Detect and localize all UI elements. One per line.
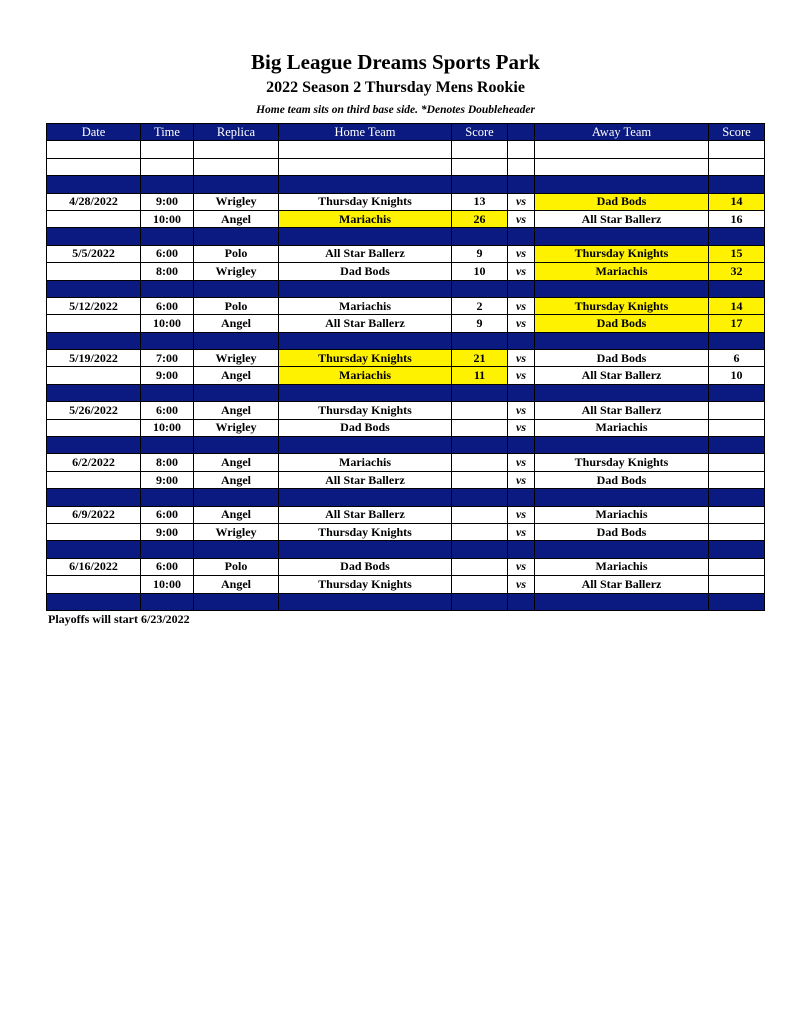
cell-replica: Polo — [194, 245, 279, 262]
cell-replica: Wrigley — [194, 193, 279, 210]
cell-date: 5/26/2022 — [47, 402, 141, 419]
cell-away-team: All Star Ballerz — [535, 402, 709, 419]
header-date: Date — [47, 124, 141, 141]
cell-date: 6/16/2022 — [47, 558, 141, 575]
cell-replica: Angel — [194, 367, 279, 384]
cell-time: 10:00 — [141, 419, 194, 436]
page-subtitle: 2022 Season 2 Thursday Mens Rookie — [266, 79, 525, 96]
separator-row — [47, 541, 765, 558]
cell-vs — [508, 228, 535, 245]
table-row — [47, 210, 765, 227]
cell-vs: vs — [508, 245, 535, 262]
cell-away-team — [535, 332, 709, 349]
cell-away-team — [535, 141, 709, 158]
page-note: Home team sits on third base side. *Denotes Doubleheader — [256, 104, 535, 116]
cell-time — [141, 228, 194, 245]
schedule-body — [47, 141, 765, 611]
table-row — [47, 367, 765, 384]
schedule-table — [46, 123, 765, 611]
cell-date — [47, 228, 141, 245]
cell-away-score — [709, 506, 765, 523]
cell-away-score: 14 — [709, 193, 765, 210]
cell-vs: vs — [508, 350, 535, 367]
cell-home-score — [452, 384, 508, 401]
cell-away-score — [709, 437, 765, 454]
cell-away-score — [709, 576, 765, 593]
separator-row — [47, 176, 765, 193]
cell-time: 9:00 — [141, 367, 194, 384]
cell-date — [47, 576, 141, 593]
cell-home-team: Thursday Knights — [279, 350, 452, 367]
cell-date — [47, 471, 141, 488]
cell-time: 9:00 — [141, 523, 194, 540]
cell-home-team: All Star Ballerz — [279, 471, 452, 488]
cell-replica — [194, 593, 279, 610]
footer-note: Playoffs will start 6/23/2022 — [48, 612, 190, 626]
cell-replica: Wrigley — [194, 523, 279, 540]
cell-vs: vs — [508, 576, 535, 593]
cell-date: 5/19/2022 — [47, 350, 141, 367]
cell-away-score — [709, 541, 765, 558]
cell-home-score — [452, 454, 508, 471]
cell-home-score: 9 — [452, 245, 508, 262]
cell-away-score — [709, 454, 765, 471]
cell-vs: vs — [508, 367, 535, 384]
cell-vs: vs — [508, 210, 535, 227]
table-row — [47, 402, 765, 419]
cell-replica: Wrigley — [194, 419, 279, 436]
cell-replica — [194, 384, 279, 401]
cell-replica — [194, 541, 279, 558]
cell-home-team — [279, 158, 452, 175]
cell-home-score — [452, 437, 508, 454]
cell-home-score — [452, 523, 508, 540]
cell-replica: Angel — [194, 315, 279, 332]
cell-home-score — [452, 280, 508, 297]
cell-away-score — [709, 158, 765, 175]
cell-time — [141, 437, 194, 454]
cell-home-team — [279, 437, 452, 454]
cell-away-team — [535, 280, 709, 297]
header-away-team: Away Team — [535, 124, 709, 141]
cell-time — [141, 280, 194, 297]
header-home-team: Home Team — [279, 124, 452, 141]
cell-away-team: Thursday Knights — [535, 245, 709, 262]
table-row — [47, 471, 765, 488]
cell-vs — [508, 384, 535, 401]
cell-date — [47, 210, 141, 227]
cell-away-score: 32 — [709, 263, 765, 280]
cell-home-team — [279, 489, 452, 506]
cell-home-team — [279, 593, 452, 610]
cell-home-team: Thursday Knights — [279, 402, 452, 419]
cell-time: 8:00 — [141, 263, 194, 280]
cell-time: 8:00 — [141, 454, 194, 471]
blank-row — [47, 141, 765, 158]
cell-home-score: 21 — [452, 350, 508, 367]
separator-row — [47, 280, 765, 297]
cell-away-score: 17 — [709, 315, 765, 332]
cell-home-score — [452, 558, 508, 575]
separator-row — [47, 228, 765, 245]
cell-vs: vs — [508, 297, 535, 314]
cell-replica: Polo — [194, 558, 279, 575]
cell-vs — [508, 176, 535, 193]
cell-time: 6:00 — [141, 558, 194, 575]
cell-vs: vs — [508, 454, 535, 471]
cell-away-score — [709, 489, 765, 506]
table-row — [47, 558, 765, 575]
cell-time: 6:00 — [141, 297, 194, 314]
table-row — [47, 245, 765, 262]
cell-replica: Wrigley — [194, 263, 279, 280]
cell-date: 6/2/2022 — [47, 454, 141, 471]
cell-away-score — [709, 141, 765, 158]
cell-vs: vs — [508, 315, 535, 332]
cell-replica: Angel — [194, 576, 279, 593]
cell-home-score: 13 — [452, 193, 508, 210]
table-row — [47, 454, 765, 471]
table-row — [47, 506, 765, 523]
cell-replica: Angel — [194, 210, 279, 227]
cell-home-team — [279, 280, 452, 297]
table-row — [47, 193, 765, 210]
cell-time — [141, 332, 194, 349]
cell-date — [47, 367, 141, 384]
cell-home-team — [279, 228, 452, 245]
cell-replica — [194, 141, 279, 158]
cell-home-score: 9 — [452, 315, 508, 332]
cell-date — [47, 332, 141, 349]
cell-away-team — [535, 489, 709, 506]
cell-away-score — [709, 228, 765, 245]
cell-replica: Polo — [194, 297, 279, 314]
cell-away-team: Mariachis — [535, 506, 709, 523]
cell-date — [47, 384, 141, 401]
cell-date: 5/12/2022 — [47, 297, 141, 314]
cell-home-score: 10 — [452, 263, 508, 280]
cell-home-score — [452, 593, 508, 610]
cell-home-team: Mariachis — [279, 367, 452, 384]
separator-row — [47, 332, 765, 349]
cell-away-team: All Star Ballerz — [535, 210, 709, 227]
cell-away-team — [535, 384, 709, 401]
cell-home-score — [452, 402, 508, 419]
cell-date — [47, 280, 141, 297]
header-row — [47, 124, 765, 141]
cell-replica — [194, 489, 279, 506]
cell-date — [47, 141, 141, 158]
cell-replica: Angel — [194, 402, 279, 419]
cell-time: 6:00 — [141, 506, 194, 523]
cell-vs: vs — [508, 506, 535, 523]
cell-vs — [508, 280, 535, 297]
cell-home-score: 26 — [452, 210, 508, 227]
cell-away-score — [709, 523, 765, 540]
cell-away-score — [709, 419, 765, 436]
cell-away-score — [709, 558, 765, 575]
cell-time: 10:00 — [141, 576, 194, 593]
cell-time: 10:00 — [141, 210, 194, 227]
cell-time: 9:00 — [141, 471, 194, 488]
cell-home-score — [452, 158, 508, 175]
cell-home-team — [279, 384, 452, 401]
cell-vs — [508, 141, 535, 158]
cell-time: 7:00 — [141, 350, 194, 367]
table-row — [47, 263, 765, 280]
cell-away-score: 10 — [709, 367, 765, 384]
cell-time: 6:00 — [141, 245, 194, 262]
cell-time — [141, 176, 194, 193]
cell-date — [47, 523, 141, 540]
cell-away-team — [535, 541, 709, 558]
cell-away-team — [535, 437, 709, 454]
cell-date — [47, 437, 141, 454]
cell-home-score — [452, 506, 508, 523]
cell-replica — [194, 228, 279, 245]
cell-home-team: Thursday Knights — [279, 193, 452, 210]
cell-home-team: Thursday Knights — [279, 576, 452, 593]
cell-home-team: Mariachis — [279, 454, 452, 471]
cell-date — [47, 489, 141, 506]
cell-home-score — [452, 141, 508, 158]
cell-date: 5/5/2022 — [47, 245, 141, 262]
table-row — [47, 523, 765, 540]
separator-row — [47, 384, 765, 401]
cell-home-team: Dad Bods — [279, 419, 452, 436]
cell-replica: Angel — [194, 454, 279, 471]
cell-away-team: Thursday Knights — [535, 297, 709, 314]
cell-away-team: Mariachis — [535, 263, 709, 280]
cell-date: 6/9/2022 — [47, 506, 141, 523]
cell-vs: vs — [508, 193, 535, 210]
cell-home-team: Dad Bods — [279, 263, 452, 280]
cell-home-score — [452, 471, 508, 488]
cell-away-score — [709, 176, 765, 193]
cell-home-team: Mariachis — [279, 297, 452, 314]
cell-away-team — [535, 593, 709, 610]
cell-replica — [194, 437, 279, 454]
cell-home-score — [452, 576, 508, 593]
cell-away-score — [709, 471, 765, 488]
cell-away-team: Mariachis — [535, 419, 709, 436]
cell-home-team: All Star Ballerz — [279, 506, 452, 523]
cell-date — [47, 541, 141, 558]
cell-away-score: 16 — [709, 210, 765, 227]
cell-time: 6:00 — [141, 402, 194, 419]
cell-away-score — [709, 402, 765, 419]
cell-away-team: Dad Bods — [535, 193, 709, 210]
cell-time — [141, 593, 194, 610]
header-vs — [508, 124, 535, 141]
cell-away-score — [709, 384, 765, 401]
cell-date — [47, 263, 141, 280]
cell-vs: vs — [508, 419, 535, 436]
cell-away-score — [709, 280, 765, 297]
blank-row — [47, 158, 765, 175]
cell-vs: vs — [508, 263, 535, 280]
cell-home-score: 11 — [452, 367, 508, 384]
header-away-score: Score — [709, 124, 765, 141]
cell-date — [47, 176, 141, 193]
cell-vs — [508, 332, 535, 349]
cell-home-team — [279, 176, 452, 193]
cell-home-team — [279, 332, 452, 349]
cell-vs: vs — [508, 402, 535, 419]
cell-vs — [508, 437, 535, 454]
cell-replica: Angel — [194, 471, 279, 488]
table-row — [47, 297, 765, 314]
cell-date — [47, 158, 141, 175]
cell-vs: vs — [508, 558, 535, 575]
cell-home-team — [279, 141, 452, 158]
cell-date — [47, 593, 141, 610]
table-row — [47, 350, 765, 367]
cell-away-score: 6 — [709, 350, 765, 367]
cell-time: 10:00 — [141, 315, 194, 332]
cell-home-team: All Star Ballerz — [279, 315, 452, 332]
cell-replica — [194, 176, 279, 193]
page-title: Big League Dreams Sports Park — [251, 50, 540, 74]
cell-away-team: All Star Ballerz — [535, 367, 709, 384]
cell-time: 9:00 — [141, 193, 194, 210]
cell-time — [141, 489, 194, 506]
cell-away-score: 14 — [709, 297, 765, 314]
cell-date — [47, 315, 141, 332]
cell-home-score — [452, 419, 508, 436]
table-row — [47, 576, 765, 593]
cell-replica — [194, 158, 279, 175]
cell-vs: vs — [508, 523, 535, 540]
cell-replica — [194, 280, 279, 297]
cell-away-score: 15 — [709, 245, 765, 262]
table-row — [47, 419, 765, 436]
cell-away-team: Thursday Knights — [535, 454, 709, 471]
cell-home-team: Thursday Knights — [279, 523, 452, 540]
cell-vs — [508, 541, 535, 558]
cell-replica — [194, 332, 279, 349]
cell-away-team: Dad Bods — [535, 471, 709, 488]
cell-vs: vs — [508, 471, 535, 488]
cell-home-team: Dad Bods — [279, 558, 452, 575]
cell-vs — [508, 593, 535, 610]
cell-away-team — [535, 176, 709, 193]
cell-away-team — [535, 158, 709, 175]
cell-home-score — [452, 228, 508, 245]
cell-away-score — [709, 332, 765, 349]
cell-time — [141, 384, 194, 401]
cell-home-score — [452, 176, 508, 193]
cell-away-team: Dad Bods — [535, 523, 709, 540]
cell-home-score — [452, 541, 508, 558]
table-row — [47, 315, 765, 332]
cell-home-team — [279, 541, 452, 558]
cell-vs — [508, 158, 535, 175]
cell-time — [141, 141, 194, 158]
cell-time — [141, 541, 194, 558]
cell-home-team: All Star Ballerz — [279, 245, 452, 262]
cell-away-team: All Star Ballerz — [535, 576, 709, 593]
separator-row — [47, 437, 765, 454]
cell-date: 4/28/2022 — [47, 193, 141, 210]
cell-vs — [508, 489, 535, 506]
cell-home-score: 2 — [452, 297, 508, 314]
separator-row — [47, 593, 765, 610]
cell-replica: Wrigley — [194, 350, 279, 367]
cell-home-score — [452, 489, 508, 506]
cell-away-score — [709, 593, 765, 610]
header-time: Time — [141, 124, 194, 141]
cell-home-score — [452, 332, 508, 349]
header-home-score: Score — [452, 124, 508, 141]
cell-away-team: Dad Bods — [535, 315, 709, 332]
cell-home-team: Mariachis — [279, 210, 452, 227]
cell-away-team — [535, 228, 709, 245]
cell-away-team: Dad Bods — [535, 350, 709, 367]
cell-time — [141, 158, 194, 175]
cell-replica: Angel — [194, 506, 279, 523]
separator-row — [47, 489, 765, 506]
header-replica: Replica — [194, 124, 279, 141]
cell-away-team: Mariachis — [535, 558, 709, 575]
cell-date — [47, 419, 141, 436]
